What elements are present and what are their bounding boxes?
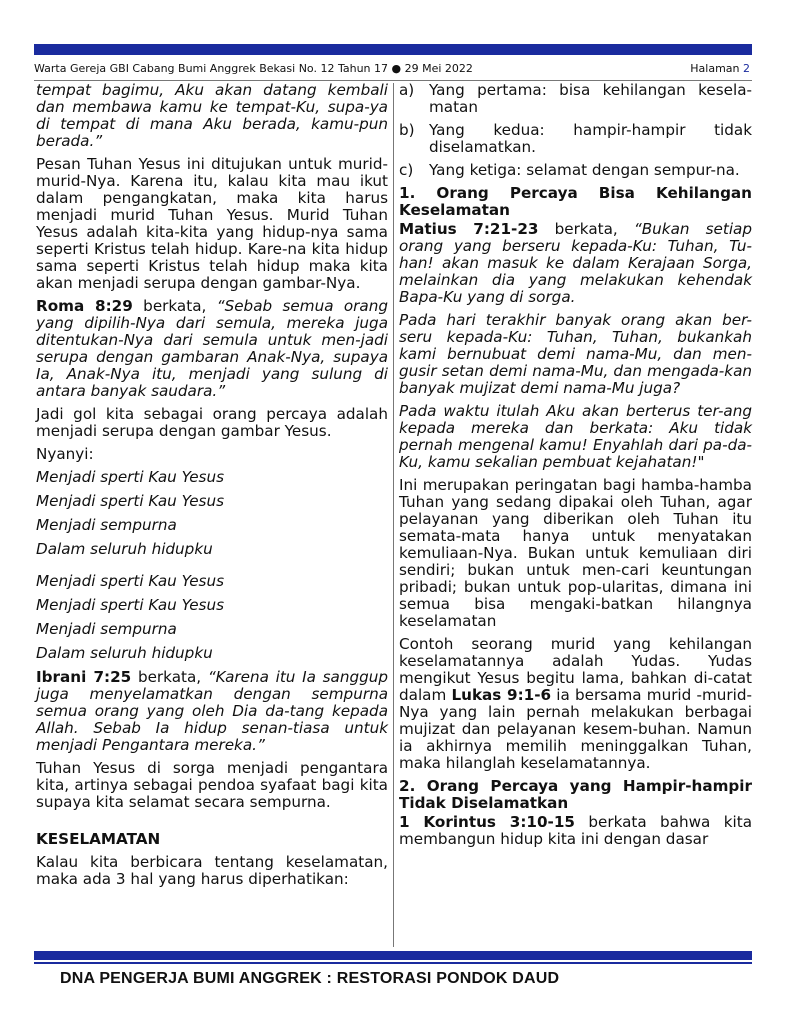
scripture-ref: Roma 8:29 [36,297,133,315]
list-marker: c) [399,161,414,179]
right-column [399,82,752,854]
song-line: Menjadi sperti Kau Yesus [36,596,225,614]
page-indicator [690,62,750,75]
paragraph [399,636,752,772]
footer-title: DNA PENGERJA BUMI ANGGREK : RESTORASI PONDOK DAUD [60,970,560,987]
list-item [399,162,752,179]
list-text: Yang pertama: bisa kehilangan kesela-matan [429,81,752,116]
paragraph: Pesan Tuhan Yesus ini ditujukan untuk murid-murid-Nya. Karena itu, kalau kita mau ikut dalam pengangkatan, maka kita harus menjadi murid Tuhan Yesus. Murid Tuhan Yesus adalah kita-kita yang hidup-nya sama seperti Kristus telah hidup. Kare-na kita hidup sama seperti Kristus telah hidup maka kita akan menjadi serupa dengan gambar-Nya. [36,155,388,292]
subsection-heading: 2. Orang Percaya yang Hampir-hampir Tidak Diselamatkan [399,777,752,812]
scripture-ref: 1 Korintus 3:10-15 [399,813,575,831]
left-column [36,82,388,894]
paragraph: Jadi gol kita sebagai orang percaya adalah menjadi serupa dengan gambar Yesus. [36,405,388,440]
paragraph: Nyanyi: [36,445,94,463]
paragraph: Kalau kita berbicara tentang keselamatan, maka ada 3 hal yang harus diperhatikan: [36,853,388,888]
scripture-ref: Lukas 9:1-6 [451,686,552,704]
subsection-heading: 1. Orang Percaya Bisa Kehilangan Keselamatan [399,184,752,219]
list-marker: b) [399,121,415,139]
paragraph: Ini merupakan peringatan bagi hamba-hamba Tuhan yang sedang dipakai oleh Tuhan, agar pelayanan yang diberikan oleh Tuhan itu semata-mata hanya untuk menyatakan kemuliaan-Nya. Bukan untuk kemuliaan diri sendiri; bukan untuk men-cari keuntungan pribadi; bukan untuk pop-ularitas, dimana ini semua bisa mengaki-batkan hilangnya keselamatan [399,476,752,630]
list-text: Yang kedua: hampir-hampir tidak diselamatkan. [429,121,752,156]
bottom-bar [34,951,752,960]
song-line: Menjadi sempurna [36,620,177,638]
paragraph [36,669,388,754]
bottom-rule [34,962,752,964]
paragraph [399,221,752,306]
text: berkata, [132,297,217,315]
column-divider [393,83,394,947]
song-line: Menjadi sperti Kau Yesus [36,492,225,510]
header-info: Warta Gereja GBI Cabang Bumi Anggrek Bekasi No. 12 Tahun 17 ● 29 Mei 2022 [34,62,473,75]
paragraph [399,814,752,848]
song-line: Dalam seluruh hidupku [36,540,213,558]
paragraph: Tuhan Yesus di sorga menjadi pengantara kita, artinya sebagai pendoa syafaat bagi kita supaya kita selamat secara sempurna. [36,759,388,811]
scripture-quote: “Sebab semua orang yang dipilih-Nya dari semula, mereka juga ditentukan-Nya dari semula untuk men-jadi serupa dengan gambaran Anak-Nya, supaya Ia, Anak-Nya itu, menjadi yang sulung di antara banyak saudara.” [36,297,388,400]
text: ia bersama murid -murid-Nya yang lain pernah melakukan berbagai mujizat dan pelayanan kesem-buhan. Namun ia akhirnya memilih meninggalkan Tuhan, maka hilanglah keselamatannya. [399,686,752,772]
paragraph: tempat bagimu, Aku akan datang kembali dan membawa kamu ke tempat-Ku, supa-ya di tempat di mana Aku berada, kamu-pun berada.” [36,81,388,150]
top-bar [34,44,752,55]
scripture-quote: Pada hari terakhir banyak orang akan ber-seru kepada-Ku: Tuhan, Tuhan, bukankah kami bernubuat demi nama-Mu, dan men-gusir setan demi nama-Mu, dan mengada-kan banyak mujizat demi nama-Mu juga? [399,311,752,397]
scripture-quote: Pada waktu itulah Aku akan berterus ter-ang kepada mereka dan berkata: Aku tidak pernah mengenal kamu! Enyahlah dari pa-da-Ku, kamu sekalian pembuat kejahatan!" [399,402,752,471]
text: berkata bahwa kita membangun hidup kita ini dengan dasar [399,813,752,848]
list [399,82,752,179]
scripture-quote: “Karena itu Ia sanggup juga menyelamatkan dengan sempurna semua orang yang oleh Dia da-tang kepada Allah. Sebab Ia hidup senan-tiasa untuk menjadi Pengantara mereka.” [36,668,389,754]
song-line: Dalam seluruh hidupku [36,644,213,662]
text: berkata, [131,668,208,686]
scripture-quote: “Bukan setiap orang yang berseru kepada-Ku: Tuhan, Tu-han! akan masuk ke dalam Kerajaan Sorga, melainkan dia yang melakukan kehendak Bapa-Ku yang di sorga. [399,220,752,306]
list-marker: a) [399,81,415,99]
page-label: Halaman [690,62,743,75]
paragraph [36,298,388,400]
list-item [399,82,752,116]
section-heading: KESELAMATAN [36,830,161,848]
text: berkata, [538,220,634,238]
list-text: Yang ketiga: selamat dengan sempur-na. [429,161,740,179]
list-item [399,122,752,156]
song-line: Menjadi sperti Kau Yesus [36,468,225,486]
song-line: Menjadi sperti Kau Yesus [36,572,225,590]
text: Contoh seorang murid yang kehilangan keselamatannya adalah Yudas. Yudas mengikut Yesus begitu lama, bahkan di-catat dalam [399,635,752,704]
scripture-ref: Ibrani 7:25 [36,668,132,686]
page-header [34,60,752,78]
scripture-ref: Matius 7:21-23 [399,220,539,238]
song-line: Menjadi sempurna [36,516,177,534]
page-number: 2 [743,62,750,75]
